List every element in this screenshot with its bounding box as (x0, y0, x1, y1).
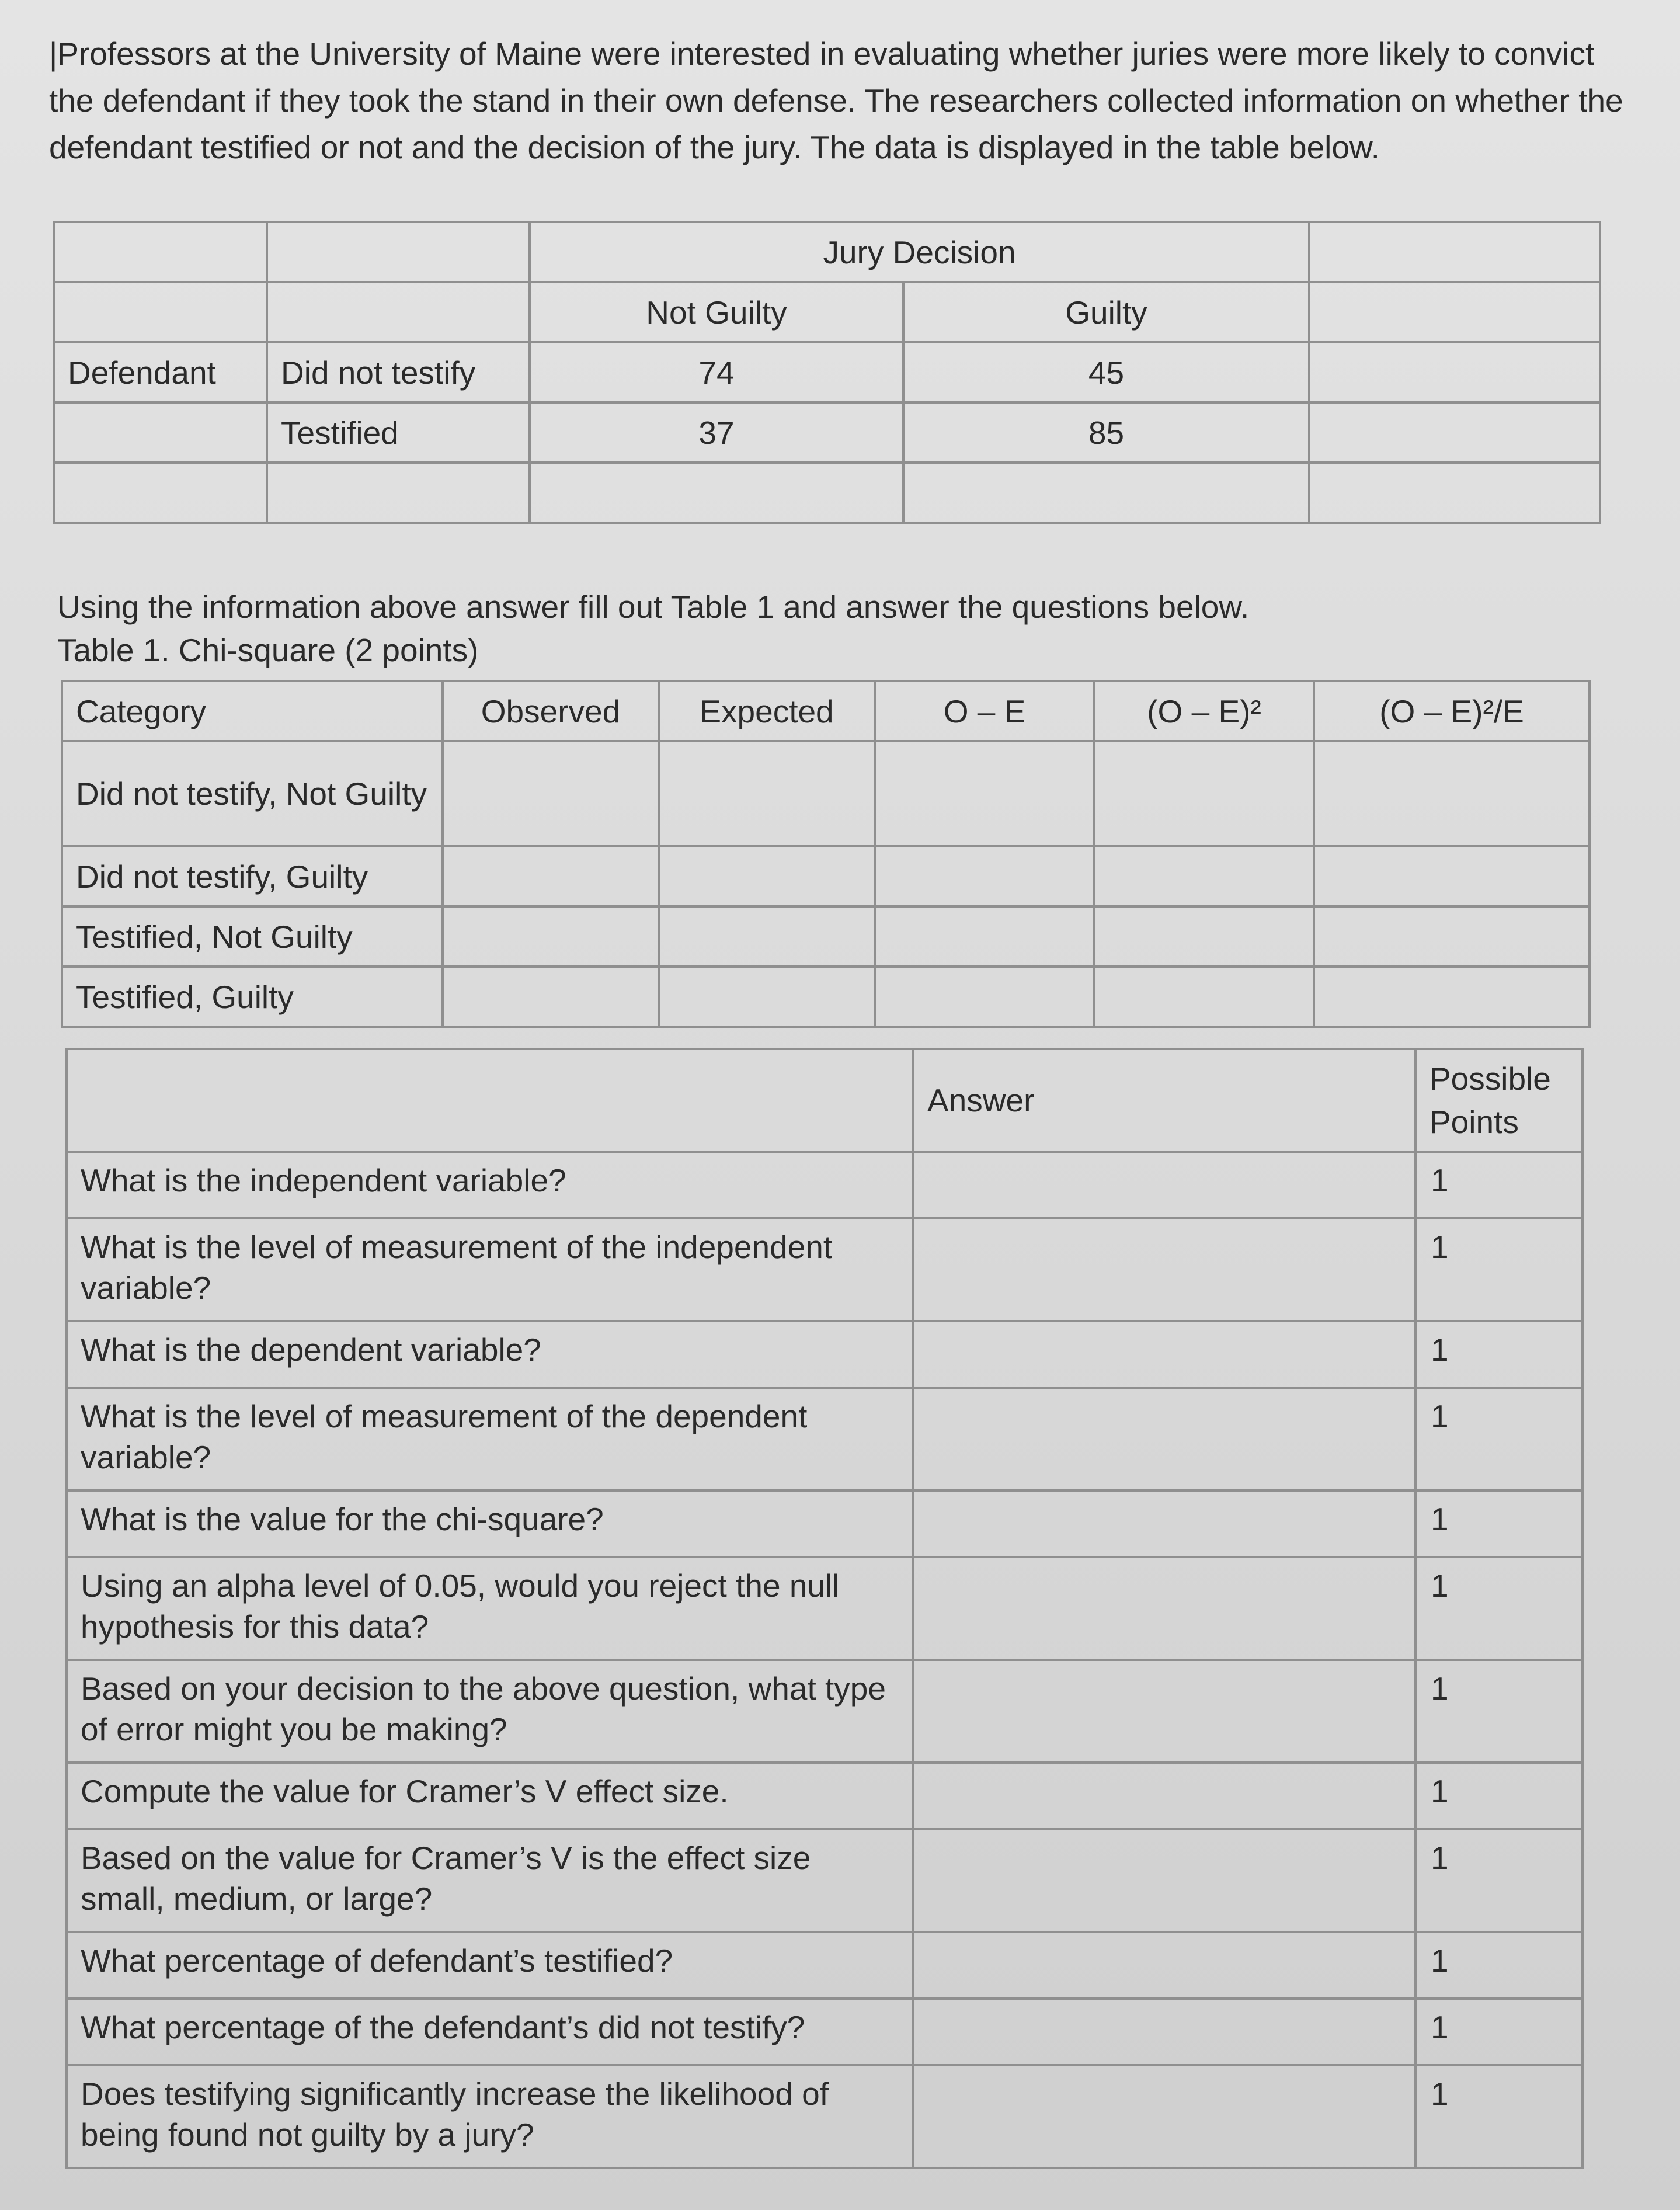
jury-data-table (53, 221, 1601, 524)
question-text: What is the dependent variable? (67, 1321, 913, 1388)
table-row (67, 1829, 1582, 1932)
table-cell (54, 463, 267, 523)
table1-caption: Table 1. Chi-square (2 points) (57, 632, 479, 668)
table-row (67, 1152, 1582, 1218)
table-cell (1309, 222, 1600, 282)
answer-input-cell[interactable] (913, 1218, 1415, 1321)
points-value: 1 (1415, 2065, 1582, 2168)
expected-input-cell[interactable] (659, 906, 875, 967)
count-cell: 37 (530, 402, 903, 463)
table-cell (267, 222, 530, 282)
answer-input-cell[interactable] (913, 1152, 1415, 1218)
table-cell (54, 402, 267, 463)
points-value: 1 (1415, 1152, 1582, 1218)
table-row (54, 282, 1600, 342)
question-text: Based on your decision to the above question, what type of error might you be making? (67, 1660, 913, 1763)
table-row (67, 1763, 1582, 1829)
chi-component-input-cell[interactable] (1314, 741, 1589, 846)
defendant-label: Defendant (54, 342, 267, 402)
table-cell (1309, 463, 1600, 523)
question-text: What is the independent variable? (67, 1152, 913, 1218)
chi-component-input-cell[interactable] (1314, 846, 1589, 906)
question-text: What percentage of defendant’s testified? (67, 1932, 913, 1999)
table-cell (267, 463, 530, 523)
points-value: 1 (1415, 1490, 1582, 1557)
o-minus-e-squared-input-cell[interactable] (1094, 906, 1314, 967)
questions-table (65, 1048, 1584, 2169)
table-row (67, 1218, 1582, 1321)
answer-input-cell[interactable] (913, 1763, 1415, 1829)
o-minus-e-input-cell[interactable] (875, 967, 1094, 1027)
category-label: Did not testify, Guilty (62, 846, 443, 906)
table-row (67, 1660, 1582, 1763)
header-o-minus-e: O – E (875, 681, 1094, 741)
instructions-text: Using the information above answer fill out Table 1 and answer the questions below. (57, 589, 1250, 625)
table-row (67, 1557, 1582, 1660)
answer-header: Answer (913, 1049, 1415, 1152)
answer-input-cell[interactable] (913, 1660, 1415, 1763)
table-row (62, 906, 1589, 967)
question-text: What is the value for the chi-square? (67, 1490, 913, 1557)
not-guilty-header: Not Guilty (530, 282, 903, 342)
table-cell (530, 463, 903, 523)
chi-square-table (61, 680, 1591, 1028)
category-label: Testified, Not Guilty (62, 906, 443, 967)
count-cell: 85 (903, 402, 1309, 463)
table-row (54, 463, 1600, 523)
points-value: 1 (1415, 1660, 1582, 1763)
answer-input-cell[interactable] (913, 1829, 1415, 1932)
observed-input-cell[interactable] (443, 967, 659, 1027)
expected-input-cell[interactable] (659, 967, 875, 1027)
row-label: Testified (267, 402, 530, 463)
question-text: What is the level of measurement of the independent variable? (67, 1218, 913, 1321)
table-row (54, 342, 1600, 402)
table-row (62, 846, 1589, 906)
table-cell (1309, 342, 1600, 402)
chi-component-input-cell[interactable] (1314, 967, 1589, 1027)
table-row (62, 681, 1589, 741)
table-cell (1309, 402, 1600, 463)
observed-input-cell[interactable] (443, 906, 659, 967)
count-cell: 45 (903, 342, 1309, 402)
table-cell (67, 1049, 913, 1152)
answer-input-cell[interactable] (913, 2065, 1415, 2168)
points-value: 1 (1415, 1932, 1582, 1999)
answer-input-cell[interactable] (913, 1388, 1415, 1490)
table-cell (54, 222, 267, 282)
points-value: 1 (1415, 1218, 1582, 1321)
count-cell: 74 (530, 342, 903, 402)
expected-input-cell[interactable] (659, 741, 875, 846)
answer-input-cell[interactable] (913, 1490, 1415, 1557)
expected-input-cell[interactable] (659, 846, 875, 906)
header-chi-component: (O – E)²/E (1314, 681, 1589, 741)
jury-decision-header: Jury Decision (530, 222, 1309, 282)
o-minus-e-input-cell[interactable] (875, 741, 1094, 846)
category-label: Testified, Guilty (62, 967, 443, 1027)
header-o-minus-e-squared: (O – E)² (1094, 681, 1314, 741)
o-minus-e-input-cell[interactable] (875, 846, 1094, 906)
table-row (67, 1049, 1582, 1152)
answer-input-cell[interactable] (913, 1557, 1415, 1660)
chi-component-input-cell[interactable] (1314, 906, 1589, 967)
question-text: Using an alpha level of 0.05, would you reject the null hypothesis for this data? (67, 1557, 913, 1660)
question-text: Based on the value for Cramer’s V is the effect size small, medium, or large? (67, 1829, 913, 1932)
row-label: Did not testify (267, 342, 530, 402)
question-text: Compute the value for Cramer’s V effect size. (67, 1763, 913, 1829)
o-minus-e-squared-input-cell[interactable] (1094, 967, 1314, 1027)
table-row (54, 222, 1600, 282)
table-cell (54, 282, 267, 342)
points-value: 1 (1415, 1763, 1582, 1829)
table-row (54, 402, 1600, 463)
table-cell (1309, 282, 1600, 342)
o-minus-e-squared-input-cell[interactable] (1094, 741, 1314, 846)
answer-input-cell[interactable] (913, 1321, 1415, 1388)
o-minus-e-input-cell[interactable] (875, 906, 1094, 967)
o-minus-e-squared-input-cell[interactable] (1094, 846, 1314, 906)
points-value: 1 (1415, 1999, 1582, 2065)
table-cell (267, 282, 530, 342)
table-row (67, 1999, 1582, 2065)
table-cell (903, 463, 1309, 523)
table-row (67, 1490, 1582, 1557)
question-text: Does testifying significantly increase the likelihood of being found not guilty by a jury? (67, 2065, 913, 2168)
table-row (67, 1388, 1582, 1490)
table-row (67, 1321, 1582, 1388)
table-row (62, 741, 1589, 846)
answer-input-cell[interactable] (913, 1999, 1415, 2065)
answer-input-cell[interactable] (913, 1932, 1415, 1999)
header-observed: Observed (443, 681, 659, 741)
points-value: 1 (1415, 1388, 1582, 1490)
points-value: 1 (1415, 1321, 1582, 1388)
instructions-block (57, 585, 1249, 672)
question-text: What percentage of the defendant’s did not testify? (67, 1999, 913, 2065)
points-value: 1 (1415, 1829, 1582, 1932)
observed-input-cell[interactable] (443, 741, 659, 846)
table-row (62, 967, 1589, 1027)
possible-points-header: Possible Points (1415, 1049, 1582, 1152)
table-row (67, 1932, 1582, 1999)
guilty-header: Guilty (903, 282, 1309, 342)
category-label: Did not testify, Not Guilty (62, 741, 443, 846)
points-value: 1 (1415, 1557, 1582, 1660)
header-expected: Expected (659, 681, 875, 741)
question-text: What is the level of measurement of the dependent variable? (67, 1388, 913, 1490)
intro-paragraph: |Professors at the University of Maine were interested in evaluating whether juries were more likely to convict the defendant if they took the stand in their own defense. The researchers collected information on whether the defendant testified or not and the decision of the jury. The data is displayed in the table below. (49, 36, 1623, 165)
observed-input-cell[interactable] (443, 846, 659, 906)
header-category: Category (62, 681, 443, 741)
table-row (67, 2065, 1582, 2168)
